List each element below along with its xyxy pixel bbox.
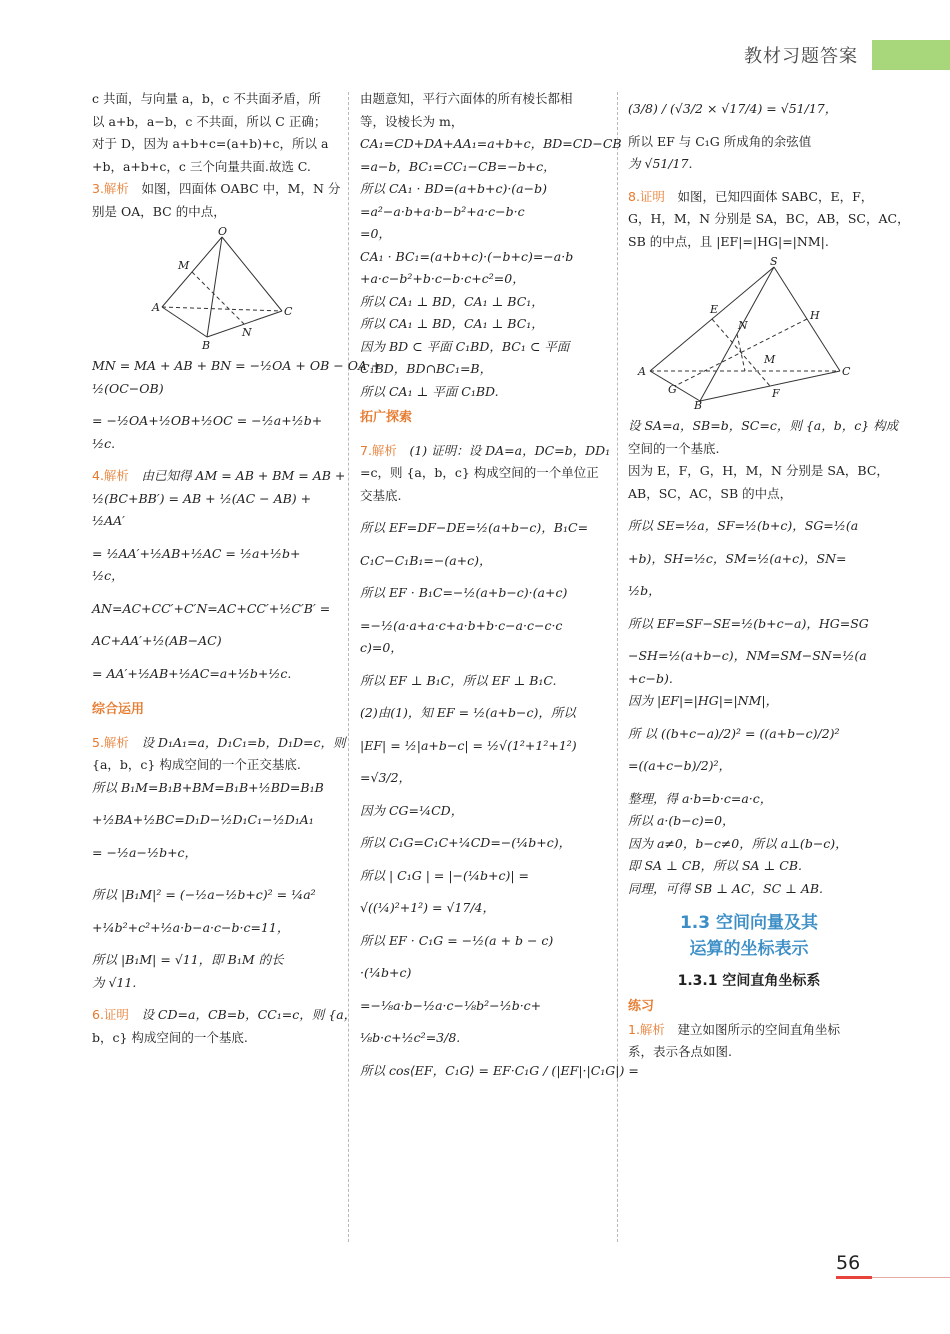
question-3 [92, 178, 341, 201]
math-line: 因为 |EF|=|HG|=|NM|， [628, 693, 779, 708]
math-line: 所以 |B₁M|² = (−½a−½b+c)² = ¼a² [92, 887, 316, 902]
question-tag: 4.解析 [92, 468, 129, 483]
text-line: 如图，已知四面体 SABC，E，F， [677, 188, 874, 204]
math-line: C₁BD，BD∩BC₁=B， [360, 361, 493, 376]
text-line: 如图，四面体 OABC 中，M，N 分 [141, 181, 341, 196]
math-line: =a²−a·b+a·b−b²+a·c−b·c [360, 203, 525, 219]
question-tag: 7.解析 [360, 442, 397, 458]
text-line: 等，设棱长为 m， [360, 113, 464, 129]
math-line: 因为 CG=¼CD， [360, 802, 464, 818]
math-line: AN=AC+CC′+C′N=AC+CC′+½C′B′ = [92, 600, 331, 616]
math-line: c)=0， [360, 640, 403, 655]
fig-label-g: G [668, 383, 677, 396]
math-line: 所以 EF=SF−SE=½(b+c−a)，HG=SG [628, 615, 869, 631]
text-line: 别是 OA，BC 的中点， [92, 203, 226, 219]
fig-label-n: N [242, 326, 252, 339]
math-line: =a−b，BC₁=CC₁−CB=−b+c， [360, 158, 556, 174]
math-line: 所 以 ((b+c−a)/2)² = ((a+b−c)/2)² [628, 725, 840, 741]
math-line: 所以 |B₁M| = √11，即 B₁M 的长 [92, 952, 284, 967]
math-line: CA₁ · BC₁=(a+b+c)·(−b+c)=−a·b [360, 248, 574, 264]
math-line: +¼b²+c²+½a·b−a·c−b·c=11， [92, 919, 290, 935]
subsection-title: 1.3.1 空间直角坐标系 [677, 973, 821, 989]
text-line: =c，则 {a，b，c} 构成空间的一个单位正 [360, 465, 599, 480]
math-line: = −½a−½b+c， [92, 844, 198, 860]
column-divider [348, 92, 349, 1242]
math-line: 所以 C₁G=C₁C+¼CD=−(¼b+c)， [360, 835, 572, 850]
fig-label-a: A [152, 301, 160, 314]
math-line: =((a+c−b)/2)²， [628, 758, 732, 773]
text-line: b，c} 构成空间的一个基底. [92, 1029, 248, 1045]
math-line: 设 CD=a，CB=b，CC₁=c，则 {a， [141, 1007, 357, 1022]
math-line: =√3/2， [360, 770, 412, 785]
math-line: 设 D₁A₁=a，D₁C₁=b，D₁D=c，则 [141, 734, 346, 750]
math-line: 为 √11. [92, 974, 137, 990]
math-line: 因为 BD ⊂ 平面 C₁BD，BC₁ ⊂ 平面 [360, 338, 570, 354]
math-line: = AA′+½AB+½AC=a+½b+½c. [92, 665, 292, 681]
math-line: 整理，得 a·b=b·c=a·c， [628, 790, 773, 806]
math-line: +c−b). [628, 670, 673, 686]
math-line: ½c， [92, 568, 124, 583]
math-line: = ½AA′+½AB+½AC = ½a+½b+ [92, 545, 301, 561]
math-line: 所以 B₁M=B₁B+BM=B₁B+½BD=B₁B [92, 779, 324, 795]
question-4 [92, 465, 346, 488]
math-line: 即 SA ⊥ CB，所以 SA ⊥ CB. [628, 858, 803, 873]
math-line: 所以 | C₁G | = |−(¼b+c)| = [360, 867, 530, 883]
math-line: (2)由(1)，知 EF = ½(a+b−c)，所以 [360, 705, 576, 720]
math-line: 所以 EF ⊥ B₁C，所以 EF ⊥ B₁C. [360, 672, 557, 688]
text-line: {a，b，c} 构成空间的一个正交基底. [92, 757, 301, 772]
fig-label-m: M [178, 259, 190, 272]
math-line: =−⅛a·b−½a·c−⅛b²−½b·c+ [360, 997, 542, 1013]
question-tag: 5.解析 [92, 734, 129, 750]
text-line: 空间的一个基底. [628, 440, 720, 456]
math-line: ½AA′ [92, 513, 126, 528]
fig-label-s: S [770, 255, 778, 268]
math-line: MN = MA + AB + BN = −½OA + OB − OA + [92, 358, 382, 373]
text-line: c 共面，与向量 a，b，c 不共面矛盾，所 [92, 91, 321, 106]
question-6 [92, 1004, 357, 1027]
math-line: 为 √51/17. [628, 156, 693, 171]
text-line: 以 a+b，a−b，c 不共面，所以 C 正确； [92, 113, 327, 129]
header-title: 教材习题答案 [744, 46, 858, 67]
text-line: 对于 D，因为 a+b+c=(a+b)+c，所以 a [92, 136, 329, 151]
fig-label-o: O [218, 225, 228, 238]
text-line: 建立如图所示的空间直角坐标 [677, 1021, 840, 1037]
math-line: ⅛b·c+½c²=3/8. [360, 1030, 461, 1045]
question-tag: 6.证明 [92, 1007, 129, 1022]
math-line: 所以 EF · B₁C=−½(a+b−c)·(a+c) [360, 585, 568, 600]
math-line: 设 SA=a，SB=b，SC=c，则 {a，b，c} 构成 [628, 418, 899, 433]
math-line: =0， [360, 226, 391, 241]
text-line: AB，SC，AC，SB 的中点， [628, 485, 793, 501]
math-line: √((¼)²+1²) = √17/4， [360, 900, 495, 915]
fig-label-c: C [842, 365, 851, 378]
math-line: 因为 a≠0，b−c≠0，所以 a⊥(b−c)， [628, 835, 848, 851]
math-line: +½BA+½BC=D₁D−½D₁C₁−½D₁A₁ [92, 812, 314, 827]
fig-label-h: H [810, 309, 820, 322]
section-title-line-2: 运算的坐标表示 [689, 939, 809, 959]
text-line: 由题意知，平行六面体的所有棱长都相 [360, 91, 573, 106]
math-line: ½(BC+BB′) = AB + ½(AC − AB) + [92, 490, 312, 506]
header-accent-bar [872, 40, 950, 70]
math-line: ½b， [628, 583, 661, 598]
math-line: ·(¼b+c) [360, 965, 412, 980]
tetrahedron-sabc-figure [628, 255, 858, 412]
math-line: 所以 CA₁ · BD=(a+b+c)·(a−b) [360, 181, 547, 196]
question-1 [628, 1019, 870, 1042]
math-line: 所以 EF=DF−DE=½(a+b−c)，B₁C= [360, 520, 589, 535]
math-line: AC+AA′+½(AB−AC) [92, 633, 222, 648]
math-line: C₁C−C₁B₁=−(a+c)， [360, 552, 492, 568]
question-8 [628, 186, 874, 209]
math-line: ½(OC−OB) [92, 380, 164, 396]
math-line: +a·c−b²+b·c−b·c+c²=0， [360, 271, 525, 286]
math-line: 所以 EF · C₁G = −½(a + b − c) [360, 932, 554, 948]
section-heading: 拓广探索 [360, 410, 413, 425]
math-line: 所以 a·(b−c)=0， [628, 813, 735, 828]
fig-label-n: N [738, 319, 748, 332]
footer-rule [872, 1277, 950, 1278]
math-line: 所以 CA₁ ⊥ 平面 C₁BD. [360, 383, 499, 399]
math-line: = −½OA+½OB+½OC = −½a+½b+ [92, 413, 323, 428]
math-line: 所以 SE=½a，SF=½(b+c)，SG=½(a [628, 518, 859, 533]
fig-label-a: A [638, 365, 646, 378]
math-line: CA₁=CD+DA+AA₁=a+b+c，BD=CD−CB [360, 136, 622, 151]
math-line: ½c. [92, 435, 116, 451]
fig-label-f: F [772, 387, 780, 400]
page-header [0, 36, 950, 72]
section-title-line-1: 1.3 空间向量及其 [679, 913, 819, 933]
fig-label-b: B [202, 339, 211, 352]
math-line: +b)，SH=½c，SM=½(a+c)，SN= [628, 550, 847, 566]
question-tag: 1.解析 [628, 1021, 665, 1037]
text-line: 系，表示各点如图. [628, 1044, 732, 1059]
text-line: +b，a+b+c，c 三个向量共面.故选 C. [92, 158, 311, 174]
question-tag: 8.证明 [628, 188, 665, 204]
math-line: (1) 证明：设 DA=a，DC=b，DD₁ [409, 442, 611, 458]
column-3 [628, 88, 910, 1064]
fig-label-b: B [694, 399, 703, 412]
text-line: 所以 EF 与 C₁G 所成角的余弦值 [628, 133, 812, 149]
tetrahedron-oabc-figure [92, 225, 293, 352]
text-line: 交基底. [360, 487, 402, 503]
math-line: (3/8) / (√3/2 × √17/4) = √51/17， [628, 101, 838, 116]
text-line: G，H，M，N 分别是 SA，BC，AB，SC，AC， [628, 211, 910, 226]
math-line: 所以 cos⟨EF，C₁G⟩ = EF·C₁G / (|EF|·|C₁G|) = [360, 1062, 639, 1078]
math-line: 所以 CA₁ ⊥ BD，CA₁ ⊥ BC₁， [360, 316, 544, 331]
fig-label-c: C [284, 305, 293, 318]
text-line: 因为 E，F，G，H，M，N 分别是 SA，BC， [628, 463, 889, 478]
math-line: 由已知得 AM = AB + BM = AB + [141, 468, 346, 483]
fig-label-e: E [710, 303, 719, 316]
math-line: −SH=½(a+b−c)，NM=SM−SN=½(a [628, 648, 867, 663]
question-7 [360, 440, 611, 463]
question-5 [92, 732, 346, 755]
math-line: =−½(a·a+a·c+a·b+b·c−a·c−c·c [360, 617, 563, 633]
math-line: 同理，可得 SB ⊥ AC，SC ⊥ AB. [628, 880, 824, 896]
fig-label-m: M [764, 353, 776, 366]
section-heading: 练习 [628, 999, 655, 1014]
section-heading: 综合运用 [92, 702, 145, 717]
page-number-underline [836, 1276, 872, 1279]
question-tag: 3.解析 [92, 181, 129, 196]
column-2 [360, 88, 639, 1082]
math-line: 所以 CA₁ ⊥ BD，CA₁ ⊥ BC₁， [360, 293, 544, 309]
math-line: |EF| = ½|a+b−c| = ½√(1²+1²+1²) [360, 737, 577, 753]
text-line: SB 的中点，且 |EF|=|HG|=|NM|. [628, 233, 829, 249]
page-number: 56 [836, 1252, 861, 1274]
